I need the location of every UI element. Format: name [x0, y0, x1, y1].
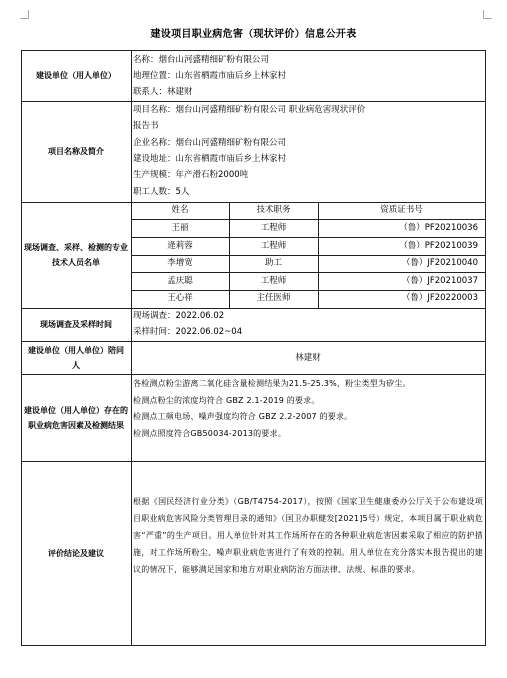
person-cert: （鲁）PF20210039 [399, 241, 478, 251]
result-line: 检测点照度符合GB50034-2013的要求。 [133, 428, 286, 438]
person-name: 王丽 [171, 223, 189, 233]
conclusion-label: 评价结论及建议 [48, 548, 104, 558]
unit-contact: 联系人：林建财 [133, 87, 193, 97]
table-border-bottom [21, 645, 486, 646]
column-divider [131, 50, 132, 645]
project-label: 项目名称及简介 [48, 147, 104, 156]
project-name-line1: 项目名称：烟台山河盛精细矿粉有限公司 职业病危害现状评价 [133, 105, 366, 115]
result-line: 检测点工频电场、噪声强度均符合 GBZ 2.2-2007 的要求。 [133, 412, 353, 421]
person-name: 逄莉蓉 [167, 241, 193, 251]
divider [131, 237, 486, 238]
person-name: 李增宽 [167, 258, 193, 268]
unit-label: 建设单位（用人单位） [36, 71, 116, 80]
project-address: 建设地址：山东省栖霞市庙后乡上林家村 [133, 154, 287, 164]
project-name-line2: 报告书 [133, 121, 159, 131]
crop-mark-right [483, 10, 492, 19]
survey-date: 现场调查：2022.06.02 [133, 311, 225, 321]
column-header-title: 技术职务 [256, 205, 291, 215]
survey-time-label: 现场调查及采样时间 [40, 320, 112, 329]
person-title: 工程师 [260, 241, 287, 251]
column-header-cert: 资质证书号 [380, 205, 423, 215]
unit-name: 名称：烟台山河盛精细矿粉有限公司 [133, 55, 270, 65]
page-title: 建设项目职业病危害（现状评价）信息公开表 [150, 29, 357, 40]
personnel-label: 现场调查、采样、检测的专业技术人员名单 [24, 243, 128, 267]
project-company: 企业名称：烟台山河盛精细矿粉有限公司 [133, 138, 287, 148]
table-border-right [485, 50, 486, 645]
results-text [133, 376, 483, 442]
person-name: 王心祥 [167, 293, 193, 303]
disclosure-table [21, 50, 486, 645]
project-scale: 生产规模：年产滑石粉2000吨 [133, 170, 249, 180]
divider [131, 219, 486, 220]
column-header-name: 姓名 [171, 205, 189, 215]
person-title: 助工 [264, 258, 282, 268]
escort-name: 林建财 [295, 353, 321, 363]
person-cert: （鲁）JF20220003 [401, 293, 478, 303]
conclusion-text: 根据《国民经济行业分类》（GB/T4754-2017），按照《国家卫生健康委办公厅关于公布建设项目职业病危害风险分类管理目录的通知》（国卫办职健发[2021]5号）规定，本项目属于职业病危害“严重”的生产项目。用人单位针对其工作场所存在的各种职业病危害因素采取了相应的防护措施，对工作场所粉尘、噪声职业病危害进行了有效的控制。用人单位在充分落实本报告提出的建议的情况下，能够满足国家和地方对职业病防治方面法律、法规、标准的要求。 [133, 497, 483, 574]
person-title: 主任医师 [256, 293, 291, 303]
person-name: 孟庆聪 [167, 276, 193, 286]
person-cert: （鲁）PF20210036 [399, 223, 478, 233]
person-title: 工程师 [260, 223, 287, 233]
result-line: 各检测点粉尘游离二氧化硅含量检测结果为21.5-25.3%，粉尘类型为矽尘。 [133, 379, 411, 388]
person-cert: （鲁）JF20210040 [401, 258, 478, 268]
result-line: 检测点粉尘的浓度均符合 GBZ 2.1-2019 的要求。 [133, 395, 320, 405]
unit-location: 地理位置：山东省栖霞市庙后乡上林家村 [133, 71, 287, 81]
person-cert: （鲁）JF20210037 [401, 276, 478, 286]
results-label: 建设单位（用人单位）存在的职业病危害因素及检测结果 [24, 405, 128, 430]
escort-label: 建设单位（用人单位）陪同人 [28, 345, 124, 370]
person-title: 工程师 [260, 276, 287, 286]
crop-mark-left [20, 10, 29, 19]
sampling-date: 采样时间：2022.06.02~04 [133, 327, 243, 337]
divider [131, 272, 486, 273]
project-staff: 职工人数：5人 [133, 187, 190, 197]
